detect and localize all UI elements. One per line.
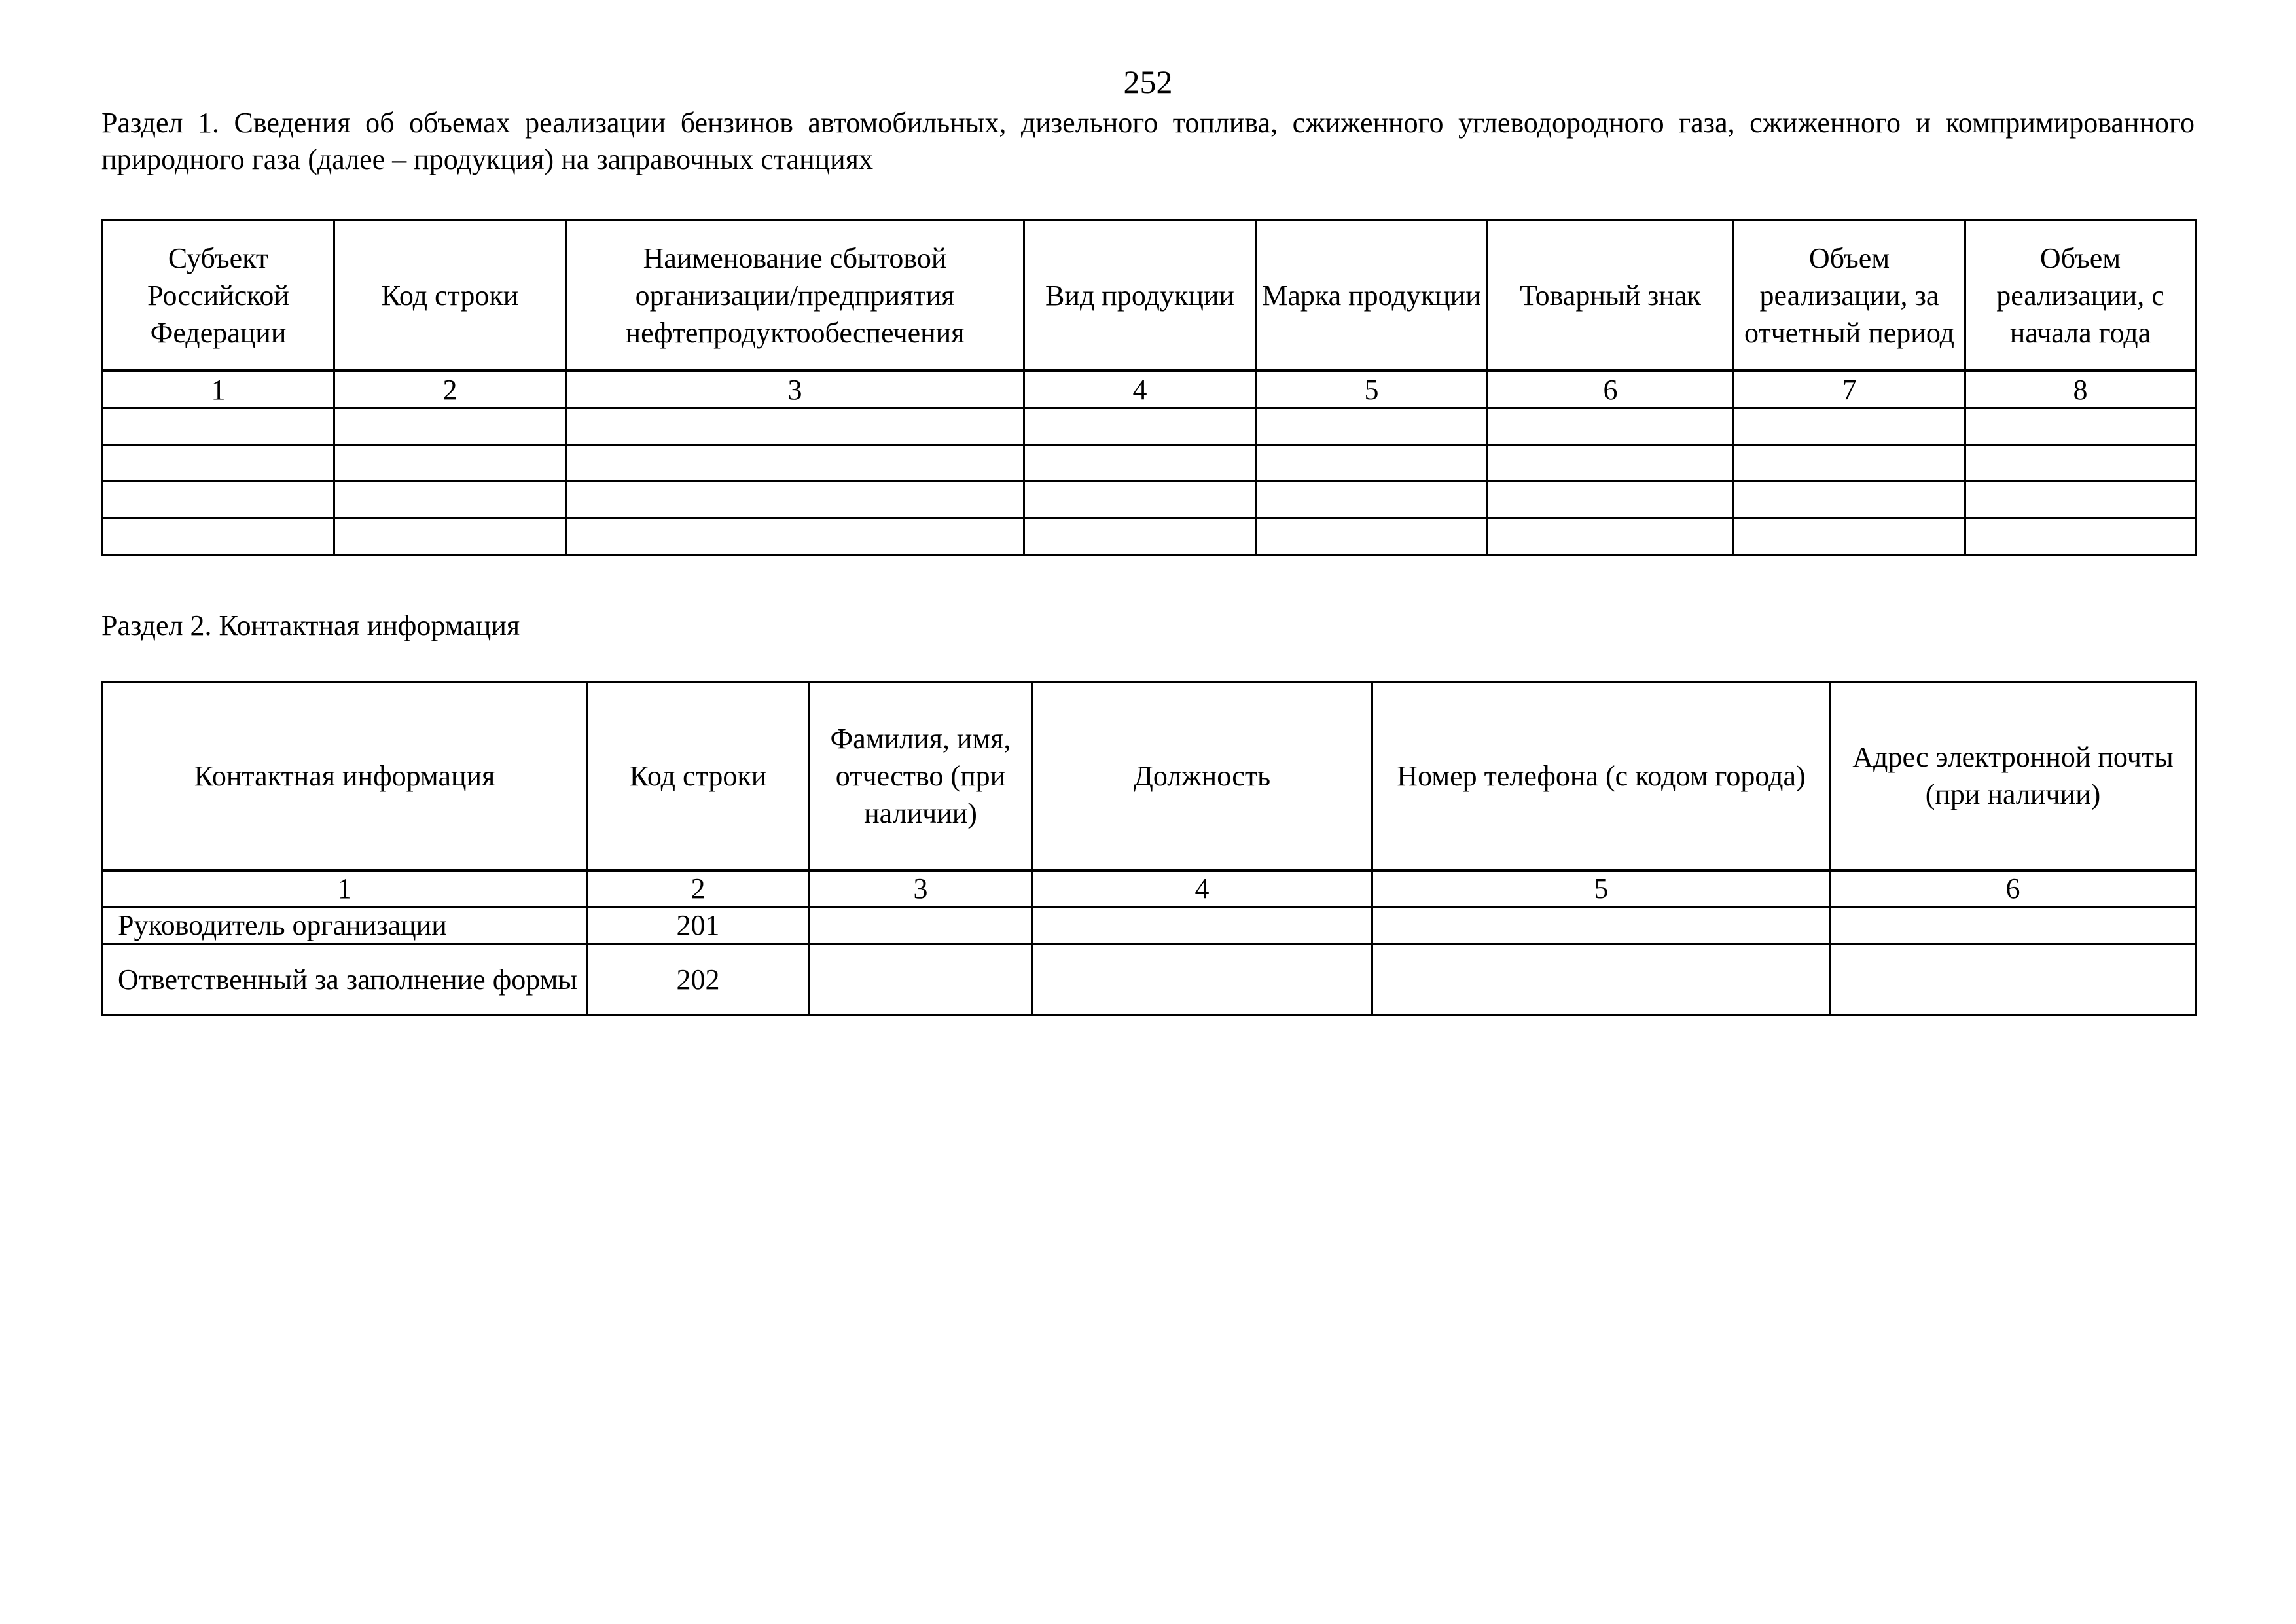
empty-cell[interactable] bbox=[1965, 408, 2196, 445]
empty-cell[interactable] bbox=[103, 518, 334, 555]
column-number: 3 bbox=[810, 871, 1032, 907]
column-header: Объем реализации, с начала года bbox=[1965, 221, 2196, 371]
column-header: Объем реализации, за отчетный период bbox=[1734, 221, 1965, 371]
column-number: 5 bbox=[1256, 371, 1488, 408]
column-number: 8 bbox=[1965, 371, 2196, 408]
empty-cell[interactable] bbox=[1734, 518, 1965, 555]
table-header-row bbox=[103, 221, 2196, 371]
column-number: 2 bbox=[587, 871, 810, 907]
column-header: Фамилия, имя, отчество (при наличии) bbox=[810, 682, 1032, 871]
column-number: 1 bbox=[103, 871, 587, 907]
empty-cell[interactable] bbox=[1488, 482, 1734, 518]
column-header: Код строки bbox=[587, 682, 810, 871]
sales-volume-table bbox=[101, 219, 2197, 556]
empty-cell[interactable] bbox=[1256, 518, 1488, 555]
column-header: Наименование сбытовой организации/предприятия нефтепродуктообеспечения bbox=[566, 221, 1024, 371]
email-cell[interactable] bbox=[1831, 944, 2196, 1015]
empty-cell[interactable] bbox=[1024, 482, 1256, 518]
column-number: 4 bbox=[1024, 371, 1256, 408]
full-name-cell[interactable] bbox=[810, 907, 1032, 944]
row-code: 201 bbox=[587, 907, 810, 944]
empty-cell[interactable] bbox=[1965, 482, 2196, 518]
table-row bbox=[103, 907, 2196, 944]
empty-cell[interactable] bbox=[1024, 408, 1256, 445]
empty-cell[interactable] bbox=[1488, 408, 1734, 445]
empty-cell[interactable] bbox=[103, 445, 334, 482]
empty-cell[interactable] bbox=[1488, 518, 1734, 555]
page-number: 252 bbox=[1123, 63, 1173, 100]
empty-cell[interactable] bbox=[1734, 482, 1965, 518]
column-header: Субъект Российской Федерации bbox=[103, 221, 334, 371]
empty-cell[interactable] bbox=[1965, 518, 2196, 555]
phone-cell[interactable] bbox=[1372, 907, 1831, 944]
empty-cell[interactable] bbox=[1024, 445, 1256, 482]
column-header: Номер телефона (с кодом города) bbox=[1372, 682, 1831, 871]
empty-cell[interactable] bbox=[566, 518, 1024, 555]
column-number-row bbox=[103, 871, 2196, 907]
empty-cell[interactable] bbox=[566, 482, 1024, 518]
empty-cell[interactable] bbox=[1965, 445, 2196, 482]
column-header: Адрес электронной почты (при наличии) bbox=[1831, 682, 2196, 871]
table-row bbox=[103, 408, 2196, 445]
empty-cell[interactable] bbox=[1488, 445, 1734, 482]
contact-info-table bbox=[101, 681, 2197, 1016]
full-name-cell[interactable] bbox=[810, 944, 1032, 1015]
column-header: Товарный знак bbox=[1488, 221, 1734, 371]
column-number: 6 bbox=[1488, 371, 1734, 408]
section-1-title: Раздел 1. Сведения об объемах реализации бензинов автомобильных, дизельного топлива, сжиженного углеводородного газа, сжиженного и компримированного природного газа (далее – продукция) на заправочных станциях bbox=[101, 107, 2195, 175]
table-header-row bbox=[103, 682, 2196, 871]
column-header: Вид продукции bbox=[1024, 221, 1256, 371]
column-header: Контактная информация bbox=[103, 682, 587, 871]
empty-cell[interactable] bbox=[334, 518, 566, 555]
phone-cell[interactable] bbox=[1372, 944, 1831, 1015]
contact-role-label: Руководитель организации bbox=[103, 907, 587, 944]
row-code: 202 bbox=[587, 944, 810, 1015]
column-number: 1 bbox=[103, 371, 334, 408]
empty-cell[interactable] bbox=[1256, 445, 1488, 482]
column-header: Код строки bbox=[334, 221, 566, 371]
column-number-row bbox=[103, 371, 2196, 408]
empty-cell[interactable] bbox=[1256, 482, 1488, 518]
empty-cell[interactable] bbox=[103, 408, 334, 445]
empty-cell[interactable] bbox=[1734, 445, 1965, 482]
column-number: 2 bbox=[334, 371, 566, 408]
column-number: 5 bbox=[1372, 871, 1831, 907]
column-header: Марка продукции bbox=[1256, 221, 1488, 371]
table-row bbox=[103, 944, 2196, 1015]
column-number: 4 bbox=[1032, 871, 1372, 907]
empty-cell[interactable] bbox=[334, 445, 566, 482]
table-row bbox=[103, 445, 2196, 482]
position-cell[interactable] bbox=[1032, 907, 1372, 944]
empty-cell[interactable] bbox=[566, 445, 1024, 482]
table-row bbox=[103, 518, 2196, 555]
empty-cell[interactable] bbox=[1024, 518, 1256, 555]
empty-cell[interactable] bbox=[1734, 408, 1965, 445]
position-cell[interactable] bbox=[1032, 944, 1372, 1015]
empty-cell[interactable] bbox=[1256, 408, 1488, 445]
contact-role-label: Ответственный за заполнение формы bbox=[103, 944, 587, 1015]
column-number: 6 bbox=[1831, 871, 2196, 907]
empty-cell[interactable] bbox=[334, 482, 566, 518]
empty-cell[interactable] bbox=[103, 482, 334, 518]
column-number: 7 bbox=[1734, 371, 1965, 408]
empty-cell[interactable] bbox=[334, 408, 566, 445]
section-2-title: Раздел 2. Контактная информация bbox=[101, 609, 520, 641]
email-cell[interactable] bbox=[1831, 907, 2196, 944]
column-header: Должность bbox=[1032, 682, 1372, 871]
table-row bbox=[103, 482, 2196, 518]
column-number: 3 bbox=[566, 371, 1024, 408]
empty-cell[interactable] bbox=[566, 408, 1024, 445]
